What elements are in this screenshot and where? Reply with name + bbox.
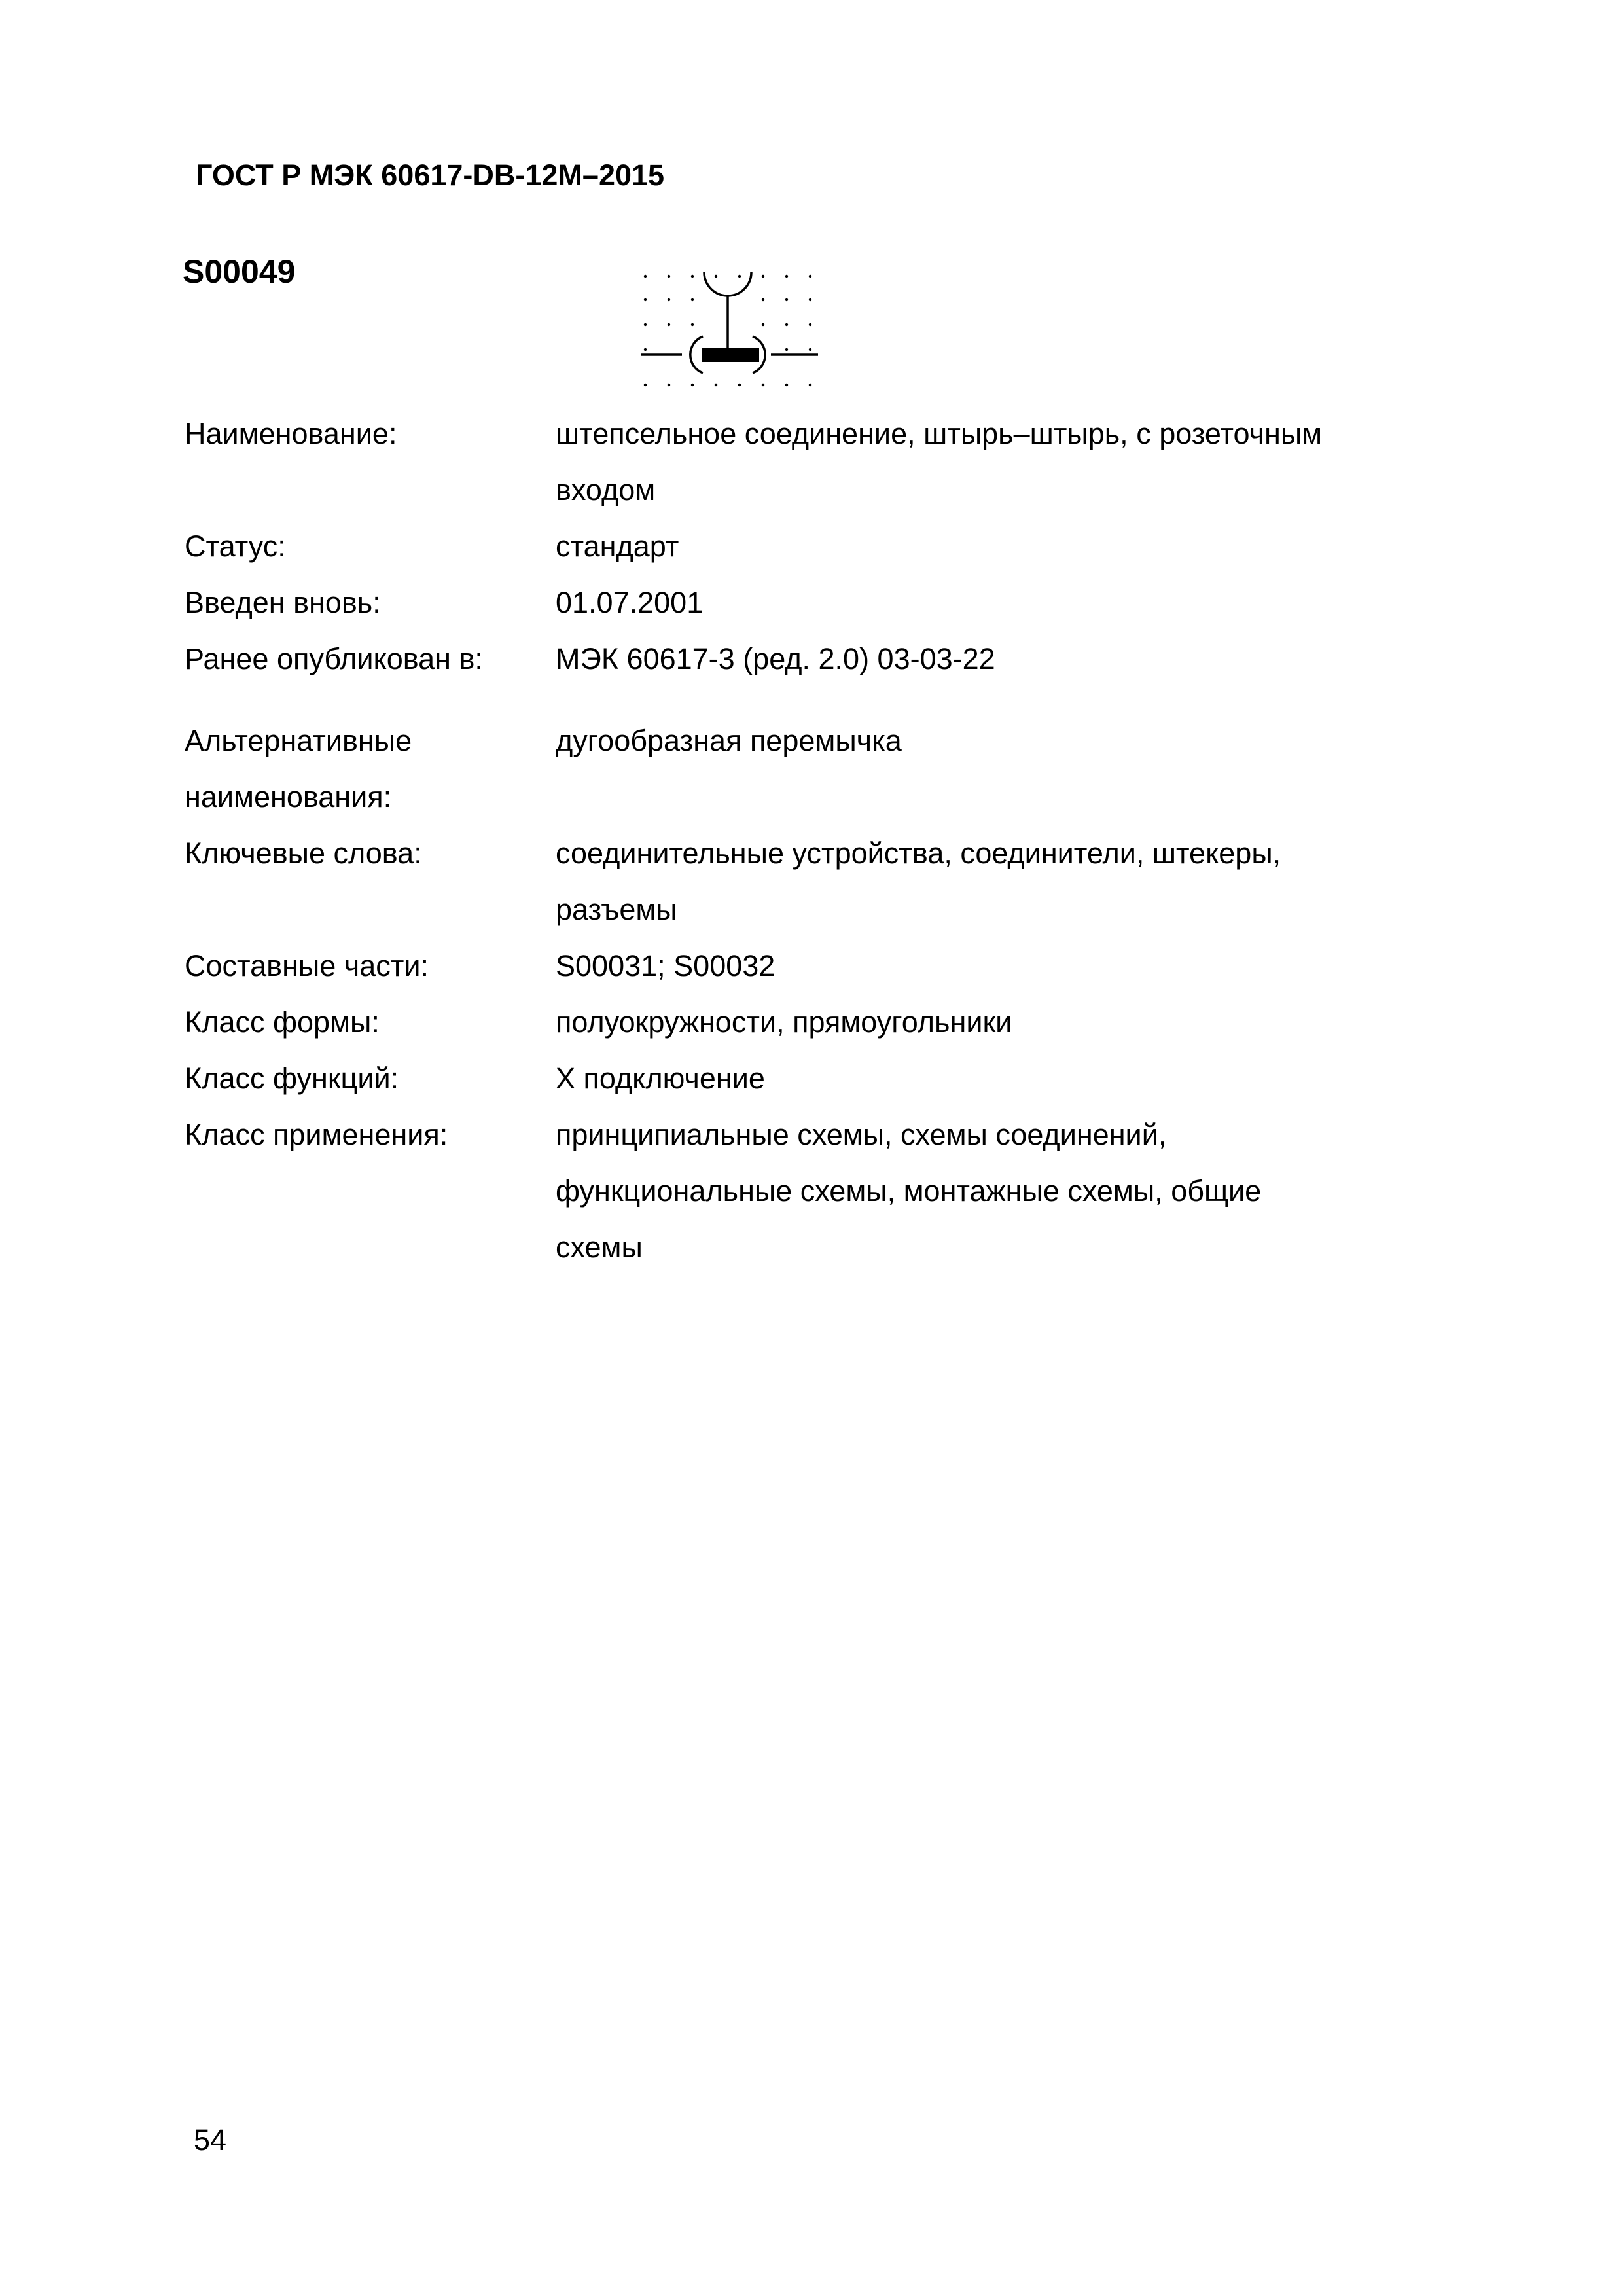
property-row-published-in	[185, 631, 1441, 687]
property-row-shape-class	[185, 994, 1441, 1050]
property-value: X подключение	[556, 1062, 765, 1095]
property-value: 01.07.2001	[556, 586, 704, 619]
property-label: Статус:	[185, 529, 286, 563]
left-socket-arc	[690, 336, 703, 373]
page-number: 54	[194, 2123, 227, 2157]
property-value: штепсельное соединение, штырь–штырь, с розеточным входом	[556, 417, 1323, 507]
property-label: Альтернативные наименования:	[185, 724, 412, 814]
property-value: соединительные устройства, соединители, штекеры, разъемы	[556, 836, 1281, 926]
property-label: Класс формы:	[185, 1005, 380, 1039]
pin-bar	[702, 348, 759, 362]
property-row-name	[185, 406, 1441, 518]
property-row-components	[185, 938, 1441, 994]
properties-table	[185, 406, 1441, 1276]
property-value: S00031; S00032	[556, 949, 776, 982]
top-socket-arc	[704, 272, 751, 296]
property-row-keywords	[185, 825, 1441, 938]
property-label: Ранее опубликован в:	[185, 642, 483, 675]
property-label: Введен вновь:	[185, 586, 381, 619]
property-value: стандарт	[556, 529, 679, 563]
property-value: полуокружности, прямоугольники	[556, 1005, 1012, 1039]
property-value: МЭК 60617-3 (ред. 2.0) 03-03-22	[556, 642, 995, 675]
property-label: Составные части:	[185, 949, 429, 982]
property-label: Класс функций:	[185, 1062, 399, 1095]
standard-header: ГОСТ Р МЭК 60617-DB-12M–2015	[196, 158, 665, 192]
property-row-application-class	[185, 1107, 1441, 1276]
property-label: Наименование:	[185, 417, 397, 450]
plug-and-socket-connection-symbol-icon	[641, 268, 832, 393]
symbol-code: S00049	[183, 253, 296, 290]
property-label: Класс применения:	[185, 1118, 448, 1151]
property-label: Ключевые слова:	[185, 836, 422, 870]
property-row-function-class	[185, 1050, 1441, 1107]
property-value: принципиальные схемы, схемы соединений, функциональные схемы, монтажные схемы, общие схемы	[556, 1118, 1262, 1264]
property-row-introduced	[185, 575, 1441, 631]
property-row-alternative-names	[185, 713, 1441, 825]
property-row-status	[185, 518, 1441, 575]
property-value: дугообразная перемычка	[556, 724, 902, 757]
